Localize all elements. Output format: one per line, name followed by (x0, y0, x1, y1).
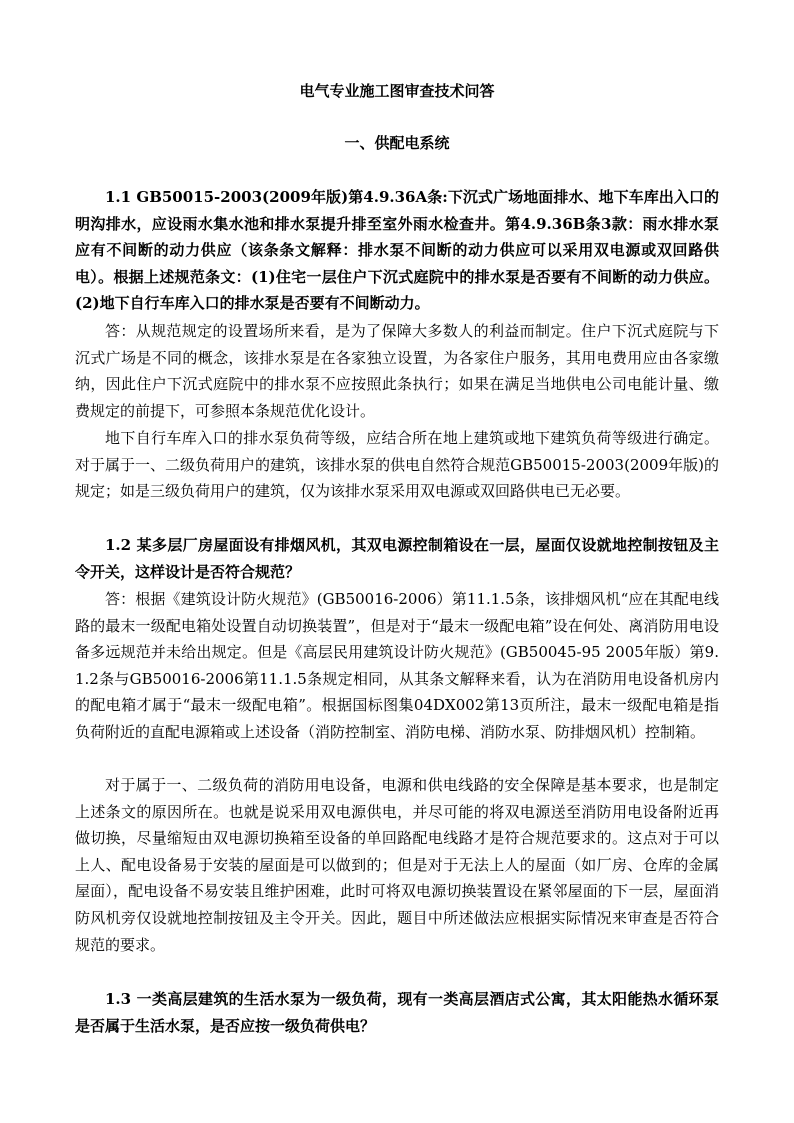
question-1-3: 1.3 一类高层建筑的生活水泵为一级负荷，现有一类高层酒店式公寓，其太阳能热水循环泵是否属于生活水泵，是否应按一级负荷供电？ (75, 990, 719, 1035)
document-title: 电气专业施工图审查技术问答 (299, 82, 495, 100)
answer-1-2-part-1: 答：根据《建筑设计防火规范》(GB50016-2006）第11.1.5条，该排烟风机“应在其配电线路的最末一级配电箱处设置自动切换装置”，但是对于“最末一级配电箱”设在何处、离消防用电设备多远规范并未给出规定。但是《高层民用建筑设计防火规范》(GB50045-95 2005年版）第9.1.2条与GB50016-2006第11.1.5条规定相同，从其条文解释来看，认为在消防用电设备机房内的配电箱才属于“最末一级配电箱”。根据国标图集04DX002第13页所注，最末一级配电箱是指负荷附近的直配电源箱或上述设备（消防控制室、消防电梯、消防水泵、防排烟风机）控制箱。 (75, 590, 719, 741)
answer-1-1-part-1: 答：从规范规定的设置场所来看，是为了保障大多数人的利益而制定。住户下沉式庭院与下沉式广场是不同的概念，该排水泵是在各家独立设置，为各家住户服务，其用电费用应由各家缴纳，因此住户下沉式庭院中的排水泵不应按照此条执行；如果在满足当地供电公司电能计量、缴费规定的前提下，可参照本条规范优化设计。 (75, 322, 719, 420)
answer-1-1-part-2: 地下自行车库入口的排水泵负荷等级，应结合所在地上建筑或地下建筑负荷等级进行确定。对于属于一、二级负荷用户的建筑，该排水泵的供电自然符合规范GB50015-2003(2009年版)的规定；如是三级负荷用户的建筑，仅为该排水泵采用双电源或双回路供电已无必要。 (75, 429, 719, 501)
question-1-1: 1.1 GB50015-2003(2009年版)第4.9.36A条:下沉式广场地面排水、地下车库出入口的明沟排水，应设雨水集水池和排水泵提升排至室外雨水检查井。第4.9.36B条3款：雨水排水泵应有不间断的动力供应（该条条文解释：排水泵不间断的动力供应可以采用双电源或双回路供电）。根据上述规范条文：(1)住宅一层住户下沉式庭院中的排水泵是否要有不间断的动力供应。(2)地下自行车库入口的排水泵是否要有不间断动力。 (75, 188, 719, 313)
section-heading: 一、供配电系统 (344, 134, 450, 152)
answer-1-2-part-2: 对于属于一、二级负荷的消防用电设备，电源和供电线路的安全保障是基本要求，也是制定上述条文的原因所在。也就是说采用双电源供电，并尽可能的将双电源送至消防用电设备附近再做切换，尽量缩短由双电源切换箱至设备的单回路配电线路才是符合规范要求的。这点对于可以上人、配电设备易于安装的屋面是可以做到的；但是对于无法上人的屋面（如厂房、仓库的金属屋面），配电设备不易安装且维护困难，此时可将双电源切换装置设在紧邻屋面的下一层，屋面消防风机旁仅设就地控制按钮及主令开关。因此，题目中所述做法应根据实际情况来审查是否符合规范的要求。 (75, 776, 719, 954)
question-1-2: 1.2 某多层厂房屋面设有排烟风机，其双电源控制箱设在一层，屋面仅设就地控制按钮及主令开关，这样设计是否符合规范？ (75, 536, 719, 581)
